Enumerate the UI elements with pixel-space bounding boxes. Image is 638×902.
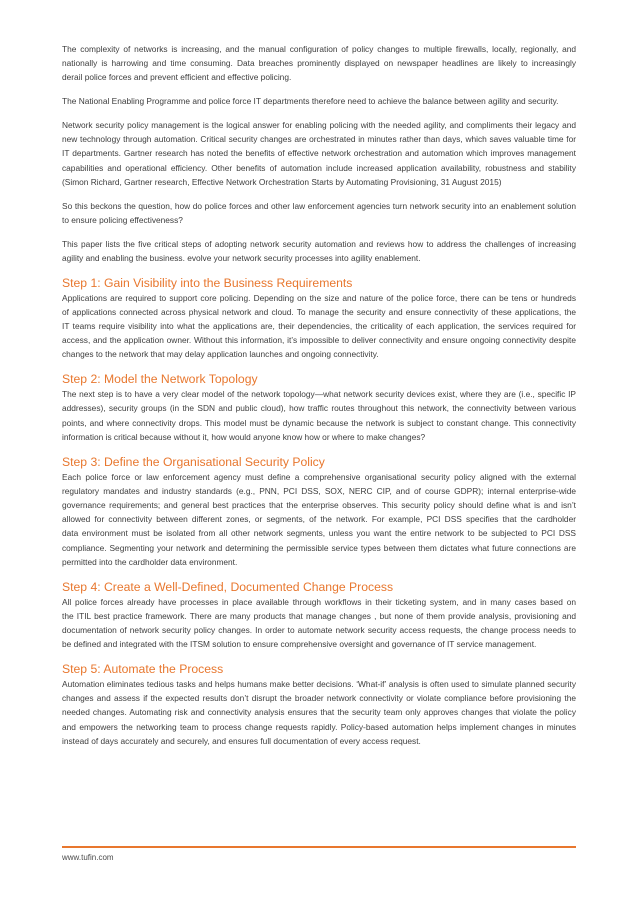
intro-paragraph-5 [62, 237, 576, 265]
text-line: agility and enabling the business. evolve your network security processes into agility enablement. [62, 252, 421, 263]
step-3-paragraph [62, 470, 576, 569]
text-line: capabilities and operational efficiency. Other benefits of automation include increased application availability, robustness and stability [62, 162, 576, 173]
text-line: IT departments. Gartner research has noted the benefits of effective network orchestration and automation which improves management [62, 148, 576, 159]
step-1-heading: Step 1: Gain Visibility into the Business Requirements [62, 275, 353, 290]
text-line: instead of days accurately and securely, and ensures full documentation of every access request. [62, 735, 421, 746]
text-line: The complexity of networks is increasing, and the manual configuration of policy changes to multiple firewalls, locally, regionally, and [62, 44, 576, 54]
step-5-heading: Step 5: Automate the Process [62, 662, 224, 677]
intro-paragraph-2 [62, 94, 576, 108]
step-5-paragraph [62, 677, 576, 748]
text-line: All police forces already have processes in place available through workflows in their ticketing system, and in many cases based on [62, 596, 576, 607]
text-line: data environment must be isolated from all other network segments, unless you want the entire network to be subjected to PCI DSS [62, 528, 576, 539]
text-line: nationally is harrowing and time consuming. Data breaches prominently displayed on newspaper headlines are likely to increasingly [62, 58, 576, 69]
text-line: This paper lists the five critical steps of adopting network security automation and reviews how to address the challenges of increasing [62, 238, 576, 249]
step-3-heading: Step 3: Define the Organisational Security Policy [62, 454, 325, 469]
text-line: to ensure policing effectiveness? [62, 214, 183, 225]
text-line: regulatory mandates and industry standards (e.g., PNN, PCI DSS, SOX, NERC CIP, and of course GDPR); internal enterprise-wide [62, 485, 576, 496]
footer-rule [62, 846, 576, 848]
text-line: access, and the application owner. Without this information, it’s impossible to deliver connectivity and ensure ongoing connectivity despite [62, 335, 576, 346]
text-line: Each police force or law enforcement agency must define a comprehensive organisational security policy aligned with the external [62, 471, 576, 482]
text-line: So this beckons the question, how do police forces and other law enforcement agencies turn network security into an enablement solution [62, 200, 576, 211]
step-2-heading: Step 2: Model the Network Topology [62, 372, 258, 387]
text-line: needed changes. Automating risk and connectivity analysis ensures that the security team only approves changes that violate the policy [62, 707, 576, 718]
text-line: Applications are required to support core policing. Depending on the size and nature of the police force, there can be tens or hundreds [62, 292, 576, 303]
text-line: compliance. Segmenting your network and determining the permissible service types between them dictates what future connections are [62, 542, 576, 553]
text-line: derail police forces and prevent efficient and effective policing. [62, 72, 292, 83]
text-line: the ITIL best practice framework. There are many products that manage changes , but none of them provide analysis, provisioning and [62, 610, 576, 621]
text-line: Automation eliminates tedious tasks and helps humans make better decisions. ‘What-if’ analysis is often used to simulate planned security [62, 679, 576, 690]
text-line: governance requirements; and general best practices that the enterprise observes. This security policy should define what is and isn’t [62, 500, 576, 511]
intro-paragraph-3 [62, 118, 576, 189]
intro-paragraph-4 [62, 199, 576, 227]
text-line: changes to the network that may delay application launches and ongoing connectivity. [62, 349, 379, 360]
footer-url: www.tufin.com [62, 853, 114, 862]
step-4-heading: Step 4: Create a Well-Defined, Documented Change Process [62, 579, 394, 594]
text-line: information is critical because without it, how would anyone know how or where to make changes? [62, 431, 426, 442]
step-2-paragraph [62, 387, 576, 444]
text-line: IT teams require visibility into what the applications are, their dependencies, the criticality of each application, the services required for [62, 321, 576, 332]
text-line: be defined and integrated with the ITSM solution to ensure comprehensive oversight and governance of IT service management. [62, 639, 537, 650]
text-line: The next step is to have a very clear model of the network topology—what network security devices exist, where they are (i.e., specific IP [62, 389, 576, 400]
text-line: (Simon Richard, Gartner research, Effective Network Orchestration Starts by Automating Provisioning, 31 August 2015) [62, 176, 502, 187]
text-line: documentation of network security policy changes. In order to automate network security access requests, the change process needs to [62, 625, 576, 636]
text-line: of applications connected across physical network and cloud. To manage the security and ensure connectivity of these applications, the [62, 306, 576, 317]
text-line: Network security policy management is the logical answer for enabling policing with the needed agility, and compliments their legacy and [62, 120, 576, 130]
intro-paragraph-1 [62, 42, 576, 85]
text-line: new technology through automation. Critical security changes are orchestrated in minutes rather than days, which saves valuable time for [62, 134, 576, 145]
text-line: addresses), security groups (in the SDN and public cloud), how traffic routes throughout this network, the connectivity between various [62, 403, 576, 414]
text-line: points, and where connectivity drops. This model must be dynamic because the network is subject to constant change. This connectivity [62, 417, 576, 428]
text-line: changes and assess if the expected results don’t disrupt the broader network connectivity or violate compliance before provisioning the [62, 693, 576, 704]
step-4-paragraph [62, 595, 576, 652]
step-1-paragraph [62, 291, 576, 362]
text-line: allowed for connectivity between different zones, or segments, of the network. For example, PCI DSS specifies that the cardholder [62, 514, 576, 525]
text-line: permitted into the cardholder data environment. [62, 556, 238, 567]
text-line: The National Enabling Programme and police force IT departments therefore need to achieve the balance between agility and security. [62, 96, 559, 107]
document-body [62, 42, 576, 758]
text-line: and empowers the networking team to process change requests rapidly. Policy-based automation helps implement changes in minutes [62, 721, 576, 732]
